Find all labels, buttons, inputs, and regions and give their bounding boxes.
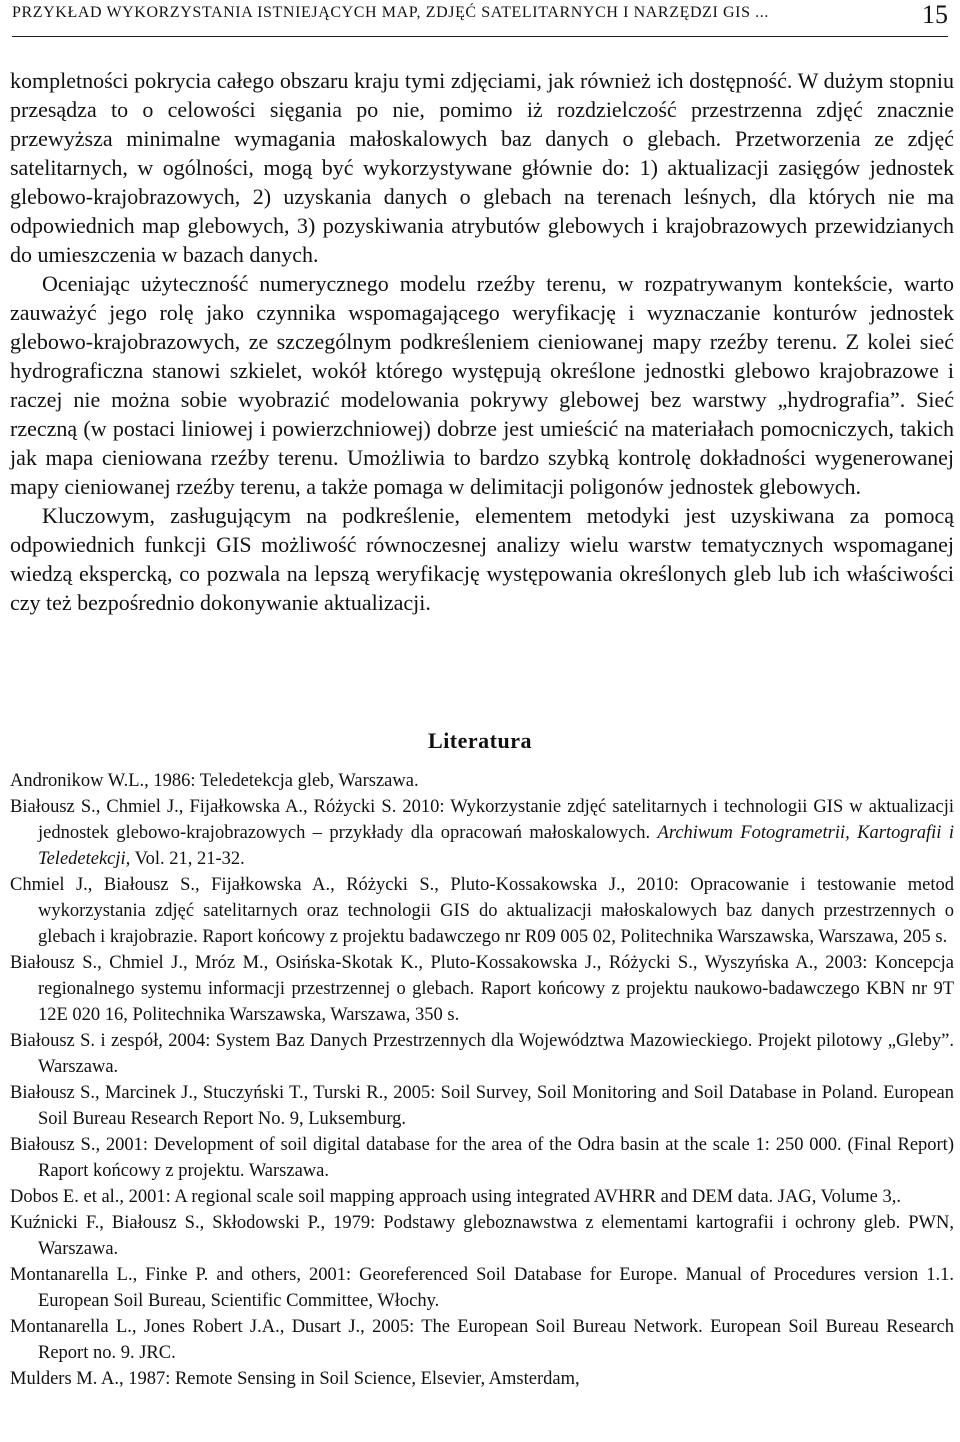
reference-item: Andronikow W.L., 1986: Teledetekcja gleb, Warszawa. — [10, 771, 419, 791]
reference-item: Montanarella L., Jones Robert J.A., Dusart J., 2005: The European Soil Bureau Network. European Soil Bureau Research Report no. 9. JRC. — [10, 1317, 954, 1363]
reference-item: Białousz S. i zespół, 2004: System Baz Danych Przestrzennych dla Województwa Mazowieckiego. Projekt pilotowy „Gleby”. Warszawa. — [10, 1031, 954, 1077]
reference-item: Białousz S., 2001: Development of soil digital database for the area of the Odra basin at the scale 1: 250 000. (Final Report) Raport końcowy z projektu. Warszawa. — [10, 1135, 954, 1181]
body-text — [10, 66, 954, 617]
reference-list — [10, 768, 954, 1392]
paragraph: kompletności pokrycia całego obszaru kraju tymi zdjęciami, jak również ich dostępność. W dużym stopniu przesądza to o celowości sięgania po nie, pomimo iż rozdzielczość przestrzenna zdjęć znacznie przewyższa minimalne wymagania małoskalowych baz danych o glebach. Przetworzenia ze zdjęć satelitarnych, w ogólności, mogą być wykorzystywane głównie do: 1) aktualizacji zasięgów jednostek glebowo-krajobrazowych, 2) uzyskania danych o glebach na terenach leśnych, dla których nie ma odpowiednich map glebowych, 3) pozyskiwania atrybutów glebowych i krajobrazowych przewidzianych do umieszczenia w bazach danych. — [10, 68, 954, 267]
reference-item: Kuźnicki F., Białousz S., Skłodowski P., 1979: Podstawy gleboznawstwa z elementami kartografii i ochrony gleb. PWN, Warszawa. — [10, 1213, 954, 1259]
reference-item: Mulders M. A., 1987: Remote Sensing in Soil Science, Elsevier, Amsterdam, — [10, 1369, 580, 1389]
references-heading: Literatura — [428, 728, 532, 753]
reference-item: Dobos E. et al., 2001: A regional scale soil mapping approach using integrated AVHRR and DEM data. JAG, Volume 3,. — [10, 1187, 901, 1207]
reference-item: Białousz S., Chmiel J., Mróz M., Osińska-Skotak K., Pluto-Kossakowska J., Różycki S., Wyszyńska A., 2003: Koncepcja regionalnego systemu informacji przestrzennej o glebach. Raport końcowy z projektu naukowo-badawczego KBN nr 9T 12E 020 16, Politechnika Warszawska, Warszawa, 350 s. — [10, 953, 954, 1025]
journal-title: Archiwum Fotogrametrii, Kartografii i Teledetekcji, — [38, 823, 954, 869]
reference-item: Chmiel J., Białousz S., Fijałkowska A., Różycki S., Pluto-Kossakowska J., 2010: Opracowanie i testowanie metod wykorzystania zdjęć satelitarnych oraz technologii GIS do aktualizacji małoskalowych baz danych przestrzennych o glebach i krajobrazie. Raport końcowy z projektu badawczego nr R09 005 02, Politechnika Warszawska, Warszawa, 205 s. — [10, 875, 954, 947]
page-number: 15 — [922, 0, 948, 29]
running-head-title: PRZYKŁAD WYKORZYSTANIA ISTNIEJĄCYCH MAP, ZDJĘĆ SATELITARNYCH I NARZĘDZI GIS ... — [12, 4, 769, 21]
paragraph: Kluczowym, zasługującym na podkreślenie, elementem metodyki jest uzyskiwana za pomocą odpowiednich funkcji GIS możliwość równoczesnej analizy wielu warstw tematycznych wspomaganej wiedzą ekspercką, co pozwala na lepszą weryfikację występowania określonych gleb lub ich właściwości czy też bezpośrednio dokonywanie aktualizacji. — [10, 503, 954, 615]
running-header — [12, 0, 948, 37]
reference-item: Białousz S., Marcinek J., Stuczyński T., Turski R., 2005: Soil Survey, Soil Monitoring and Soil Database in Poland. European Soil Bureau Research Report No. 9, Luksemburg. — [10, 1083, 954, 1129]
paragraph: Oceniając użyteczność numerycznego modelu rzeźby terenu, w rozpatrywanym kontekście, warto zauważyć jego rolę jako czynnika wspomagającego weryfikację i wyznaczanie konturów jednostek glebowo-krajobrazowych, ze szczególnym podkreśleniem cieniowanej mapy rzeźby terenu. Z kolei sieć hydrograficzna stanowi szkielet, wokół którego występują określone jednostki glebowo krajobrazowe i raczej nie można sobie wyobrazić modelowania pokrywy glebowej bez warstwy „hydrografia”. Sieć rzeczną (w postaci liniowej i powierzchniowej) dobrze jest umieścić na materiałach pomocniczych, takich jak mapa cieniowana rzeźby terenu. Umożliwia to bardzo szybką kontrolę dokładności wygenerowanej mapy cieniowanej rzeźby terenu, a także pomaga w delimitacji poligonów jednostek glebowych. — [10, 271, 954, 499]
reference-item: Montanarella L., Finke P. and others, 2001: Georeferenced Soil Database for Europe. Manual of Procedures version 1.1. European Soil Bureau, Scientific Committee, Włochy. — [10, 1265, 954, 1311]
reference-item: Białousz S., Chmiel J., Fijałkowska A., Różycki S. 2010: Wykorzystanie zdjęć satelitarnych i technologii GIS w aktualizacji jednostek glebowo-krajobrazowych – przykłady dla opracowań małoskalowych. Archiwum Fotogrametrii, Kartografii i Teledetekcji, Vol. 21, 21-32. — [10, 797, 954, 869]
